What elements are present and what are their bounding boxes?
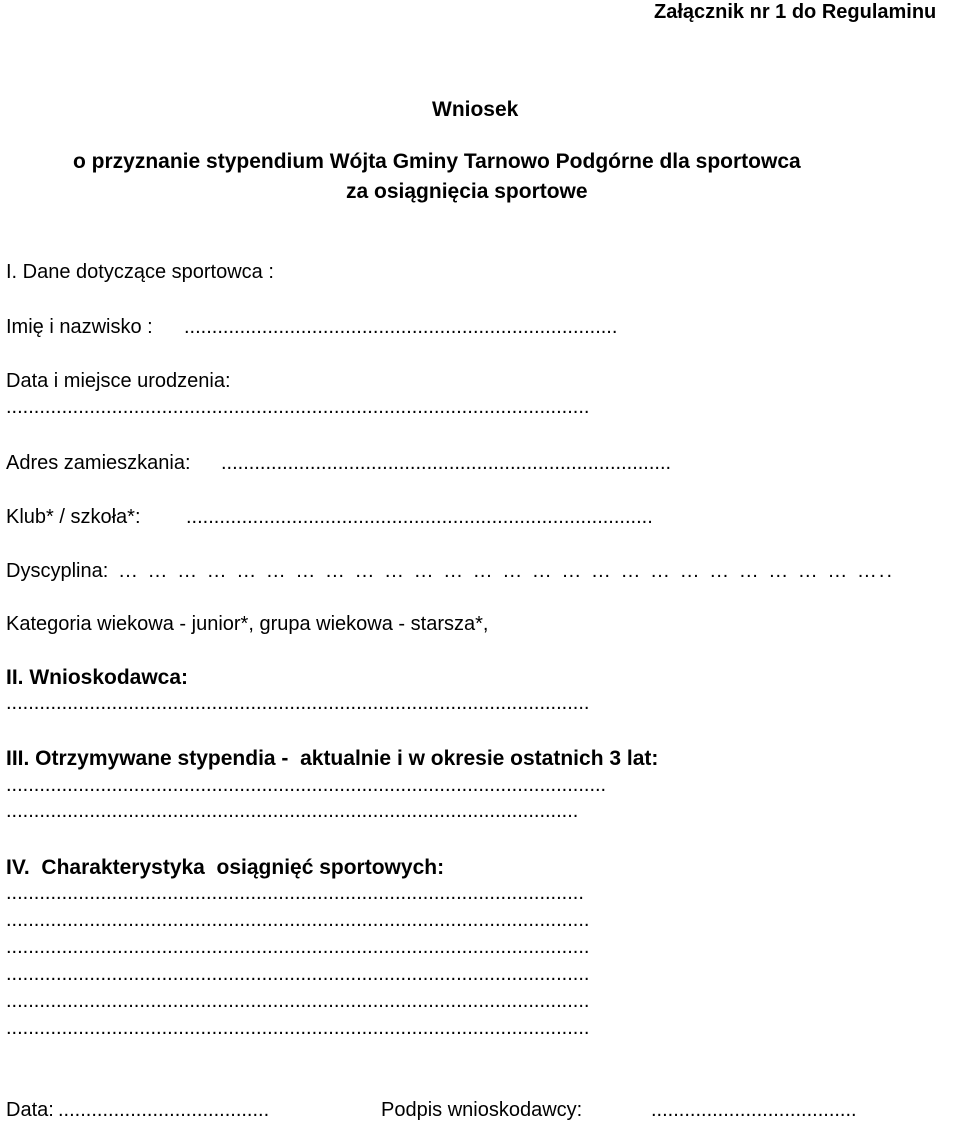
name-label: Imię i nazwisko : (6, 316, 153, 338)
achievements-field-line[interactable]: ......................................................................................................... (6, 910, 590, 930)
section2-heading: II. Wnioskodawca: (6, 666, 189, 689)
attachment-header: Załącznik nr 1 do Regulaminu (654, 1, 937, 23)
address-field[interactable]: ................................................................................. (221, 453, 672, 473)
applicant-field[interactable]: ......................................................................................................... (6, 693, 590, 713)
form-subtitle-line1: o przyznanie stypendium Wójta Gminy Tarnowo Podgórne dla sportowca (73, 150, 801, 173)
scholarships-field-line2[interactable]: ....................................................................................................... (6, 801, 579, 821)
form-subtitle-line2: za osiągnięcia sportowe (346, 180, 588, 203)
section1-heading: I. Dane dotyczące sportowca : (6, 261, 274, 283)
discipline-label: Dyscyplina: (6, 560, 109, 582)
age-category: Kategoria wiekowa - junior*, grupa wiekowa - starsza*, (6, 613, 489, 635)
section4-heading: IV. Charakterystyka osiągnięć sportowych: (6, 856, 445, 879)
birth-field[interactable]: ......................................................................................................... (6, 397, 590, 417)
form-title: Wniosek (432, 98, 519, 121)
name-field[interactable]: .............................................................................. (184, 317, 618, 337)
achievements-field-line[interactable]: ......................................................................................................... (6, 991, 590, 1011)
club-label: Klub* / szkoła*: (6, 506, 141, 528)
section3-heading: III. Otrzymywane stypendia - aktualnie i w okresie ostatnich 3 lat: (6, 747, 659, 770)
achievements-field-line[interactable]: ......................................................................................................... (6, 1018, 590, 1038)
discipline-field[interactable]: … … … … … … … … … … … … … … … … … … … … … … … … … ….. (118, 561, 895, 581)
signature-label: Podpis wnioskodawcy: (381, 1099, 583, 1121)
birth-label: Data i miejsce urodzenia: (6, 370, 231, 392)
date-field[interactable]: ...................................... (58, 1100, 270, 1120)
signature-field[interactable]: ..................................... (651, 1100, 857, 1120)
scholarships-field-line1[interactable]: ............................................................................................................ (6, 775, 607, 795)
achievements-field-line[interactable]: ......................................................................................................... (6, 964, 590, 984)
date-label: Data: (6, 1099, 54, 1121)
achievements-field-line[interactable]: ........................................................................................................ (6, 883, 584, 903)
address-label: Adres zamieszkania: (6, 452, 191, 474)
achievements-field-line[interactable]: ......................................................................................................... (6, 937, 590, 957)
club-field[interactable]: .................................................................................... (186, 507, 653, 527)
